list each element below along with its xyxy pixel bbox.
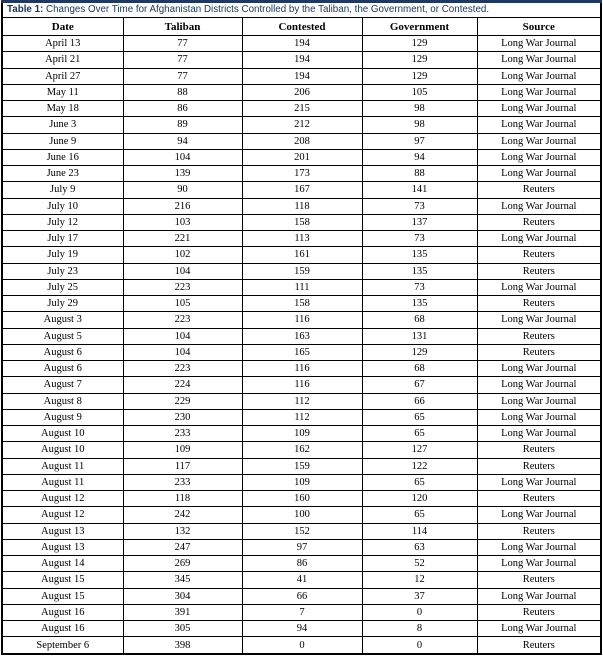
cell-contested: 116 (242, 377, 362, 393)
cell-taliban: 104 (123, 344, 242, 360)
cell-date: August 16 (2, 604, 123, 620)
cell-taliban: 104 (123, 149, 242, 165)
cell-government: 63 (362, 539, 477, 555)
cell-government: 114 (362, 523, 477, 539)
cell-government: 105 (362, 84, 477, 100)
cell-source: Long War Journal (477, 539, 601, 555)
cell-taliban: 132 (123, 523, 242, 539)
table-row (2, 166, 601, 182)
cell-contested: 86 (242, 556, 362, 572)
cell-contested: 212 (242, 117, 362, 133)
table-row (2, 491, 601, 507)
cell-taliban: 391 (123, 604, 242, 620)
table-row (2, 198, 601, 214)
cell-government: 0 (362, 604, 477, 620)
table-caption-text: Changes Over Time for Afghanistan Districts Controlled by the Taliban, the Government, or Contested. (43, 4, 490, 15)
cell-government: 8 (362, 621, 477, 637)
cell-contested: 0 (242, 637, 362, 654)
cell-government: 12 (362, 572, 477, 588)
cell-contested: 206 (242, 84, 362, 100)
cell-contested: 159 (242, 458, 362, 474)
cell-source: Long War Journal (477, 507, 601, 523)
cell-government: 68 (362, 312, 477, 328)
cell-taliban: 216 (123, 198, 242, 214)
cell-taliban: 223 (123, 361, 242, 377)
cell-source: Reuters (477, 604, 601, 620)
cell-date: April 27 (2, 68, 123, 84)
cell-date: August 6 (2, 361, 123, 377)
cell-contested: 41 (242, 572, 362, 588)
cell-government: 65 (362, 409, 477, 425)
cell-taliban: 102 (123, 247, 242, 263)
cell-date: June 23 (2, 166, 123, 182)
cell-source: Long War Journal (477, 198, 601, 214)
cell-source: Reuters (477, 214, 601, 230)
cell-contested: 173 (242, 166, 362, 182)
cell-date: April 13 (2, 36, 123, 52)
cell-date: August 16 (2, 621, 123, 637)
cell-contested: 100 (242, 507, 362, 523)
cell-taliban: 77 (123, 52, 242, 68)
cell-source: Long War Journal (477, 409, 601, 425)
table-row (2, 409, 601, 425)
cell-government: 65 (362, 474, 477, 490)
cell-contested: 97 (242, 539, 362, 555)
cell-source: Long War Journal (477, 426, 601, 442)
cell-taliban: 118 (123, 491, 242, 507)
cell-date: August 6 (2, 344, 123, 360)
cell-contested: 118 (242, 198, 362, 214)
table-caption-label: Table 1: (7, 4, 44, 15)
cell-source: Long War Journal (477, 231, 601, 247)
table-row (2, 604, 601, 620)
table-row (2, 68, 601, 84)
cell-contested: 109 (242, 474, 362, 490)
column-header-government: Government (362, 18, 477, 36)
table-row (2, 572, 601, 588)
cell-government: 129 (362, 344, 477, 360)
cell-date: June 16 (2, 149, 123, 165)
table-row (2, 588, 601, 604)
table-row (2, 101, 601, 117)
table-row (2, 539, 601, 555)
cell-taliban: 305 (123, 621, 242, 637)
cell-government: 52 (362, 556, 477, 572)
cell-government: 122 (362, 458, 477, 474)
cell-government: 66 (362, 393, 477, 409)
cell-government: 88 (362, 166, 477, 182)
table-body (2, 36, 601, 655)
cell-government: 127 (362, 442, 477, 458)
table-row (2, 442, 601, 458)
cell-date: August 7 (2, 377, 123, 393)
table-row (2, 182, 601, 198)
cell-taliban: 230 (123, 409, 242, 425)
cell-source: Reuters (477, 523, 601, 539)
cell-taliban: 88 (123, 84, 242, 100)
cell-date: August 5 (2, 328, 123, 344)
cell-source: Long War Journal (477, 474, 601, 490)
cell-taliban: 103 (123, 214, 242, 230)
cell-taliban: 86 (123, 101, 242, 117)
cell-contested: 152 (242, 523, 362, 539)
column-header-contested: Contested (242, 18, 362, 36)
cell-government: 97 (362, 133, 477, 149)
cell-source: Long War Journal (477, 361, 601, 377)
cell-source: Long War Journal (477, 588, 601, 604)
cell-source: Long War Journal (477, 556, 601, 572)
table-row (2, 361, 601, 377)
cell-contested: 158 (242, 296, 362, 312)
cell-taliban: 224 (123, 377, 242, 393)
cell-source: Reuters (477, 263, 601, 279)
cell-government: 73 (362, 198, 477, 214)
cell-date: July 9 (2, 182, 123, 198)
cell-taliban: 139 (123, 166, 242, 182)
cell-government: 135 (362, 296, 477, 312)
table-row (2, 556, 601, 572)
table-row (2, 458, 601, 474)
table-row (2, 344, 601, 360)
cell-date: August 13 (2, 539, 123, 555)
cell-government: 135 (362, 247, 477, 263)
cell-date: August 10 (2, 426, 123, 442)
cell-government: 129 (362, 68, 477, 84)
cell-source: Long War Journal (477, 133, 601, 149)
cell-contested: 208 (242, 133, 362, 149)
cell-contested: 113 (242, 231, 362, 247)
cell-source: Long War Journal (477, 84, 601, 100)
cell-contested: 167 (242, 182, 362, 198)
cell-date: July 10 (2, 198, 123, 214)
cell-date: June 9 (2, 133, 123, 149)
cell-government: 129 (362, 52, 477, 68)
districts-table (1, 0, 602, 655)
cell-source: Reuters (477, 572, 601, 588)
cell-date: July 23 (2, 263, 123, 279)
cell-date: July 25 (2, 279, 123, 295)
cell-date: May 18 (2, 101, 123, 117)
table-row (2, 279, 601, 295)
cell-source: Reuters (477, 491, 601, 507)
cell-date: July 17 (2, 231, 123, 247)
table-row (2, 52, 601, 68)
cell-source: Long War Journal (477, 117, 601, 133)
cell-date: September 6 (2, 637, 123, 654)
cell-contested: 158 (242, 214, 362, 230)
cell-taliban: 94 (123, 133, 242, 149)
cell-date: May 11 (2, 84, 123, 100)
cell-contested: 116 (242, 361, 362, 377)
cell-government: 65 (362, 426, 477, 442)
cell-contested: 116 (242, 312, 362, 328)
cell-source: Long War Journal (477, 52, 601, 68)
cell-government: 67 (362, 377, 477, 393)
table-title-row (2, 2, 601, 18)
cell-contested: 159 (242, 263, 362, 279)
cell-government: 137 (362, 214, 477, 230)
cell-taliban: 398 (123, 637, 242, 654)
column-header-source: Source (477, 18, 601, 36)
cell-contested: 165 (242, 344, 362, 360)
table-row (2, 507, 601, 523)
cell-date: August 14 (2, 556, 123, 572)
cell-taliban: 77 (123, 36, 242, 52)
table-row (2, 149, 601, 165)
cell-date: August 11 (2, 474, 123, 490)
cell-contested: 194 (242, 52, 362, 68)
table-row (2, 393, 601, 409)
cell-source: Reuters (477, 296, 601, 312)
cell-date: August 15 (2, 572, 123, 588)
cell-government: 65 (362, 507, 477, 523)
cell-contested: 163 (242, 328, 362, 344)
table-row (2, 474, 601, 490)
cell-contested: 162 (242, 442, 362, 458)
cell-contested: 161 (242, 247, 362, 263)
cell-date: August 15 (2, 588, 123, 604)
table-row (2, 296, 601, 312)
cell-contested: 112 (242, 393, 362, 409)
cell-date: July 19 (2, 247, 123, 263)
cell-government: 94 (362, 149, 477, 165)
cell-contested: 66 (242, 588, 362, 604)
table-row (2, 377, 601, 393)
cell-taliban: 242 (123, 507, 242, 523)
cell-source: Reuters (477, 344, 601, 360)
cell-contested: 94 (242, 621, 362, 637)
table-row (2, 36, 601, 52)
cell-contested: 7 (242, 604, 362, 620)
table-row (2, 328, 601, 344)
table-row (2, 312, 601, 328)
table-caption (2, 2, 601, 18)
cell-government: 37 (362, 588, 477, 604)
table-row (2, 523, 601, 539)
cell-taliban: 109 (123, 442, 242, 458)
cell-contested: 201 (242, 149, 362, 165)
cell-taliban: 105 (123, 296, 242, 312)
cell-source: Long War Journal (477, 149, 601, 165)
cell-taliban: 233 (123, 474, 242, 490)
cell-government: 131 (362, 328, 477, 344)
cell-source: Long War Journal (477, 393, 601, 409)
cell-government: 141 (362, 182, 477, 198)
table-row (2, 84, 601, 100)
cell-government: 0 (362, 637, 477, 654)
cell-government: 68 (362, 361, 477, 377)
cell-date: August 3 (2, 312, 123, 328)
cell-government: 98 (362, 117, 477, 133)
column-header-date: Date (2, 18, 123, 36)
cell-contested: 194 (242, 68, 362, 84)
cell-date: July 12 (2, 214, 123, 230)
cell-contested: 194 (242, 36, 362, 52)
cell-government: 120 (362, 491, 477, 507)
cell-source: Long War Journal (477, 621, 601, 637)
cell-source: Reuters (477, 458, 601, 474)
cell-government: 73 (362, 231, 477, 247)
table-row (2, 621, 601, 637)
cell-source: Reuters (477, 328, 601, 344)
table-row (2, 637, 601, 654)
cell-source: Long War Journal (477, 312, 601, 328)
cell-taliban: 229 (123, 393, 242, 409)
cell-source: Reuters (477, 442, 601, 458)
cell-source: Long War Journal (477, 166, 601, 182)
cell-contested: 215 (242, 101, 362, 117)
cell-government: 129 (362, 36, 477, 52)
cell-source: Reuters (477, 637, 601, 654)
cell-date: June 3 (2, 117, 123, 133)
cell-taliban: 90 (123, 182, 242, 198)
cell-source: Long War Journal (477, 279, 601, 295)
column-header-taliban: Taliban (123, 18, 242, 36)
table-row (2, 247, 601, 263)
table-row (2, 263, 601, 279)
table-row (2, 231, 601, 247)
cell-source: Long War Journal (477, 68, 601, 84)
cell-taliban: 269 (123, 556, 242, 572)
cell-taliban: 304 (123, 588, 242, 604)
cell-date: April 21 (2, 52, 123, 68)
cell-taliban: 104 (123, 263, 242, 279)
table-row (2, 117, 601, 133)
cell-government: 98 (362, 101, 477, 117)
cell-source: Long War Journal (477, 36, 601, 52)
table-header-row (2, 18, 601, 36)
cell-source: Long War Journal (477, 101, 601, 117)
cell-contested: 109 (242, 426, 362, 442)
cell-date: August 10 (2, 442, 123, 458)
cell-source: Reuters (477, 182, 601, 198)
table-row (2, 214, 601, 230)
cell-date: August 13 (2, 523, 123, 539)
cell-taliban: 117 (123, 458, 242, 474)
cell-contested: 160 (242, 491, 362, 507)
cell-taliban: 247 (123, 539, 242, 555)
cell-contested: 112 (242, 409, 362, 425)
cell-government: 73 (362, 279, 477, 295)
cell-contested: 111 (242, 279, 362, 295)
cell-date: August 12 (2, 507, 123, 523)
cell-taliban: 223 (123, 279, 242, 295)
cell-taliban: 221 (123, 231, 242, 247)
cell-taliban: 233 (123, 426, 242, 442)
cell-taliban: 77 (123, 68, 242, 84)
cell-taliban: 345 (123, 572, 242, 588)
cell-taliban: 89 (123, 117, 242, 133)
cell-taliban: 223 (123, 312, 242, 328)
cell-government: 135 (362, 263, 477, 279)
cell-date: August 9 (2, 409, 123, 425)
cell-date: August 8 (2, 393, 123, 409)
cell-date: July 29 (2, 296, 123, 312)
cell-source: Long War Journal (477, 377, 601, 393)
cell-date: August 11 (2, 458, 123, 474)
cell-source: Reuters (477, 247, 601, 263)
table-row (2, 426, 601, 442)
cell-date: August 12 (2, 491, 123, 507)
cell-taliban: 104 (123, 328, 242, 344)
table-row (2, 133, 601, 149)
